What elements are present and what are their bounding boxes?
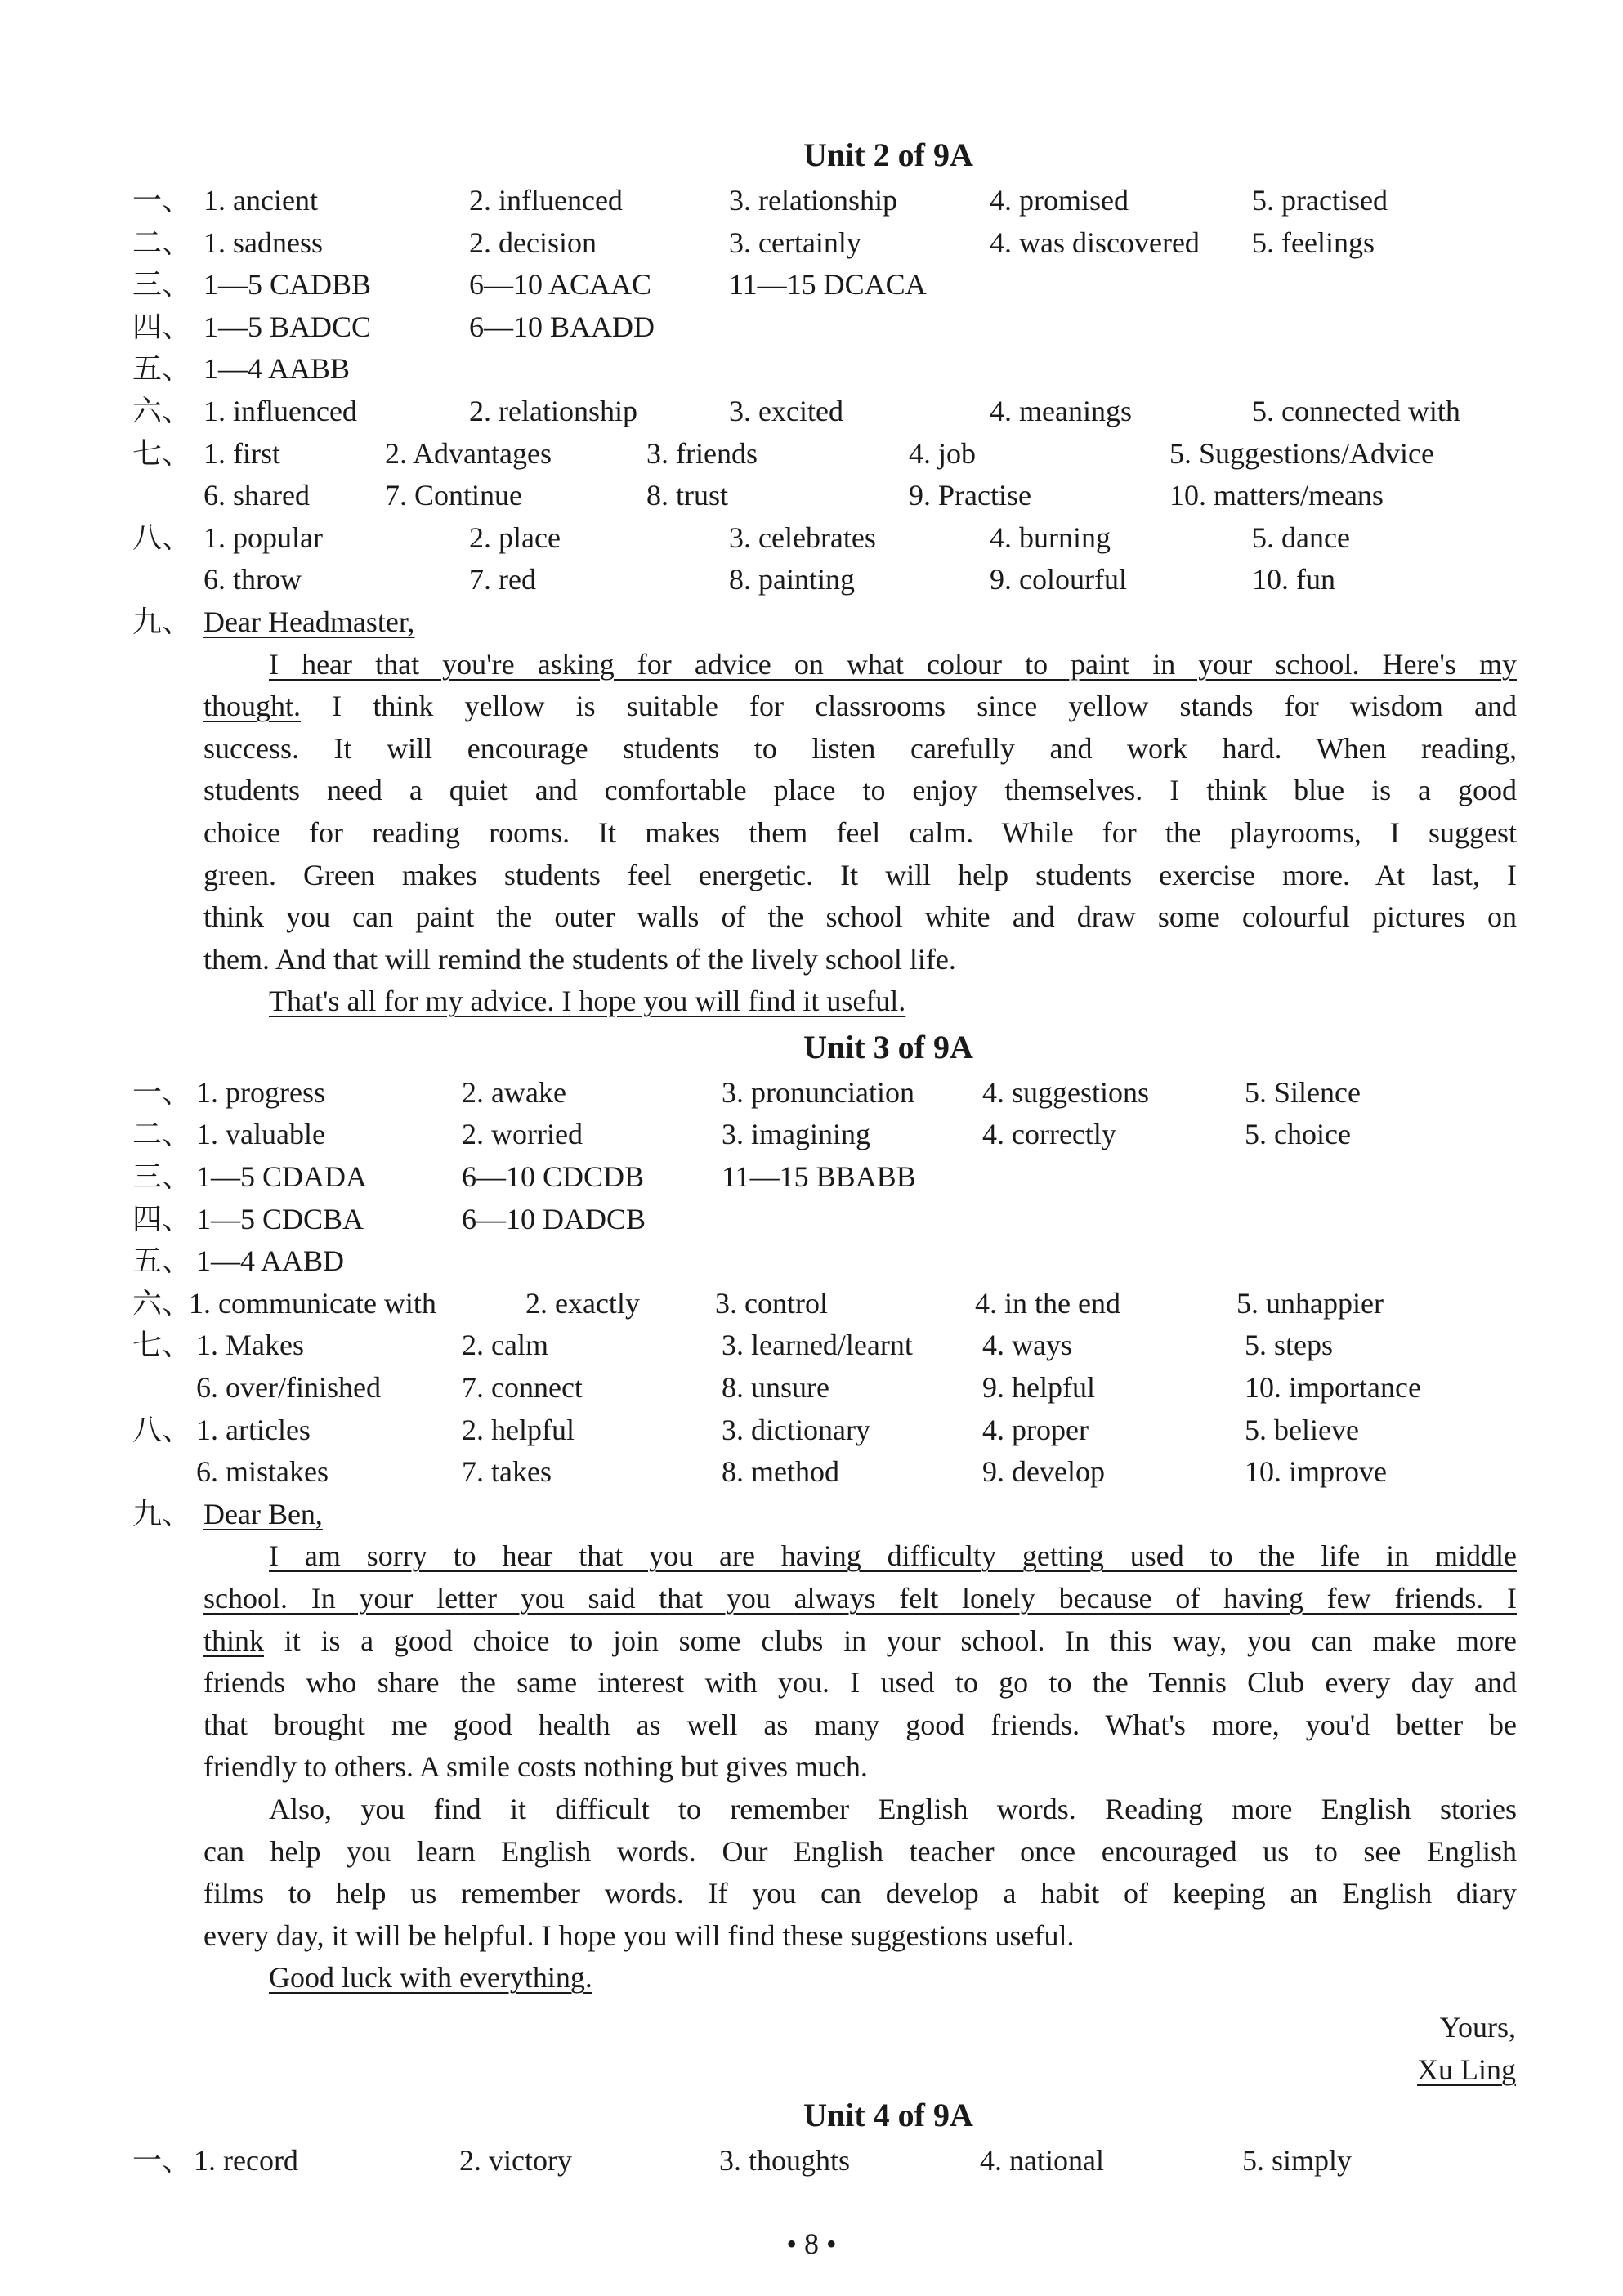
letter-line	[203, 1915, 1517, 1958]
answer-item: 4. suggestions	[982, 1075, 1150, 1109]
answer-item: 6. mistakes	[196, 1455, 329, 1489]
letter-text: Good luck with everything.	[269, 1961, 592, 1994]
letter-text: That's all for my advice. I hope you will find it useful.	[269, 985, 906, 1018]
letter-line	[203, 812, 1517, 855]
letter-text: think you can paint the outer walls of the school white and draw some colourful pictures on	[203, 900, 1517, 934]
answer-row	[132, 348, 1522, 391]
letter-text: I think yellow is suitable for classrooms since yellow stands for wisdom and	[301, 690, 1517, 723]
letter-line	[203, 1789, 1517, 1831]
question-number: 三、	[132, 1160, 192, 1194]
question-number: 七、	[132, 436, 192, 470]
answer-row	[132, 1199, 1522, 1241]
answer-item: 4. correctly	[982, 1118, 1116, 1151]
question-number: 一、	[132, 184, 192, 217]
answer-row	[132, 1324, 1522, 1367]
answer-row	[132, 517, 1522, 560]
letter-text: friends who share the same interest with you. I used to go to the Tennis Club every day and	[203, 1666, 1517, 1700]
question-number: 一、	[132, 2143, 192, 2177]
unit-section	[132, 131, 1522, 1023]
answer-item: 3. relationship	[729, 184, 897, 217]
answer-item: 2. relationship	[469, 394, 637, 427]
answer-item: 7. Continue	[385, 479, 522, 512]
answer-item: 5. connected with	[1252, 394, 1460, 427]
letter-text: school. In your letter you said that you always felt lonely because of having few friends. I	[203, 1582, 1517, 1615]
answer-item: 5. Suggestions/Advice	[1169, 436, 1434, 470]
answer-item: 2. calm	[462, 1329, 548, 1362]
answer-row	[132, 1240, 1522, 1283]
answer-item: 1. communicate with	[189, 1286, 436, 1320]
letter-line	[203, 1620, 1517, 1663]
answer-item: 1. Makes	[196, 1329, 304, 1362]
answer-item: 2. decision	[469, 226, 597, 259]
answer-item: 1. valuable	[196, 1118, 325, 1151]
letter-text: every day, it will be helpful. I hope you will find these suggestions useful.	[203, 1919, 1075, 1952]
question-number: 五、	[132, 352, 192, 386]
answer-item: 1. record	[194, 2143, 298, 2177]
question-number: 四、	[132, 310, 192, 343]
answer-item: 2. worried	[462, 1118, 583, 1151]
answer-item: 4. job	[909, 436, 977, 470]
answer-item: 6—10 ACAAC	[469, 268, 652, 302]
answer-row	[132, 222, 1522, 265]
answer-item: 5. feelings	[1252, 226, 1375, 259]
question-number: 九、	[132, 1497, 192, 1530]
letter-line	[203, 1873, 1517, 1915]
answer-row	[132, 306, 1522, 349]
answer-item: 4. in the end	[975, 1286, 1120, 1320]
answer-row	[132, 1156, 1522, 1199]
answer-item: 3. dictionary	[722, 1413, 870, 1446]
answer-item: 2. victory	[459, 2143, 572, 2177]
unit-section	[132, 1023, 1522, 2091]
letter-greeting: Dear Ben,	[203, 1497, 323, 1530]
answer-item: 3. certainly	[729, 226, 861, 259]
unit-title: Unit 3 of 9A	[803, 1028, 973, 1065]
answer-item: 1—4 AABD	[196, 1244, 345, 1278]
answer-item: 10. improve	[1245, 1455, 1387, 1489]
letter-text: thought.	[203, 690, 302, 723]
answer-row	[132, 2140, 1522, 2182]
letter-line	[203, 1704, 1517, 1747]
answer-item: 1. sadness	[203, 226, 323, 259]
answer-item: 1. popular	[203, 520, 323, 554]
letter-text: them. And that will remind the students of the lively school life.	[203, 942, 956, 976]
answer-item: 1—5 BADCC	[203, 310, 372, 343]
letter-greeting-row	[132, 1494, 1522, 1536]
answer-item: 9. colourful	[990, 563, 1127, 596]
answer-item: 5. choice	[1245, 1118, 1351, 1151]
letter-line	[203, 728, 1517, 771]
answer-item: 3. friends	[646, 436, 758, 470]
answer-item: 2. awake	[462, 1075, 566, 1109]
question-number: 八、	[132, 1413, 192, 1446]
answer-item: 8. painting	[729, 563, 855, 596]
letter-text: can help you learn English words. Our English teacher once encouraged us to see English	[203, 1834, 1517, 1868]
answer-item: 1—5 CDADA	[196, 1160, 368, 1194]
answer-item: 1. influenced	[203, 394, 357, 427]
unit-section	[132, 2091, 1522, 2182]
answer-row	[132, 1451, 1522, 1494]
answer-item: 3. excited	[729, 394, 843, 427]
answer-item: 4. burning	[990, 520, 1111, 554]
letter-line	[203, 980, 1517, 1023]
answer-item: 2. Advantages	[385, 436, 552, 470]
letter-line	[203, 939, 1517, 981]
answer-item: 3. celebrates	[729, 520, 876, 554]
answer-item: 3. pronunciation	[722, 1075, 914, 1109]
answer-item: 5. practised	[1252, 184, 1388, 217]
answer-row	[132, 433, 1522, 476]
letter-text: films to help us remember words. If you can develop a habit of keeping an English diary	[203, 1877, 1517, 1910]
question-number: 五、	[132, 1244, 192, 1278]
unit-title: Unit 4 of 9A	[803, 2096, 973, 2133]
letter-signature	[132, 2048, 1516, 2091]
answer-item: 2. place	[469, 520, 561, 554]
answer-item: 7. takes	[462, 1455, 552, 1489]
letter-text: friendly to others. A smile costs nothing but gives much.	[203, 1750, 868, 1784]
answer-row	[132, 1367, 1522, 1409]
answer-row	[132, 180, 1522, 222]
question-number: 二、	[132, 1118, 192, 1151]
answer-item: 5. steps	[1245, 1329, 1333, 1362]
question-number: 九、	[132, 605, 192, 638]
question-number: 四、	[132, 1202, 192, 1235]
answer-item: 5. simply	[1242, 2143, 1352, 2177]
question-number: 六、	[132, 1286, 192, 1320]
letter-text: Also, you find it difficult to remember English words. Reading more English stories	[269, 1792, 1517, 1825]
answer-item: 1—5 CADBB	[203, 268, 372, 302]
answer-item: 5. dance	[1252, 520, 1350, 554]
letter-greeting: Dear Headmaster,	[203, 605, 415, 638]
letter-line	[203, 1578, 1517, 1620]
letter-text: it is a good choice to join some clubs in your school. In this way, you can make more	[264, 1624, 1517, 1657]
question-number: 六、	[132, 394, 192, 427]
answer-item: 6. shared	[203, 479, 310, 512]
answer-item: 4. proper	[982, 1413, 1089, 1446]
letter-line	[203, 686, 1517, 728]
letter-text: success. It will encourage students to listen carefully and work hard. When reading,	[203, 731, 1517, 765]
letter-line	[203, 1662, 1517, 1704]
answer-key-page	[132, 131, 1522, 2182]
answer-item: 8. trust	[646, 479, 729, 512]
question-number: 八、	[132, 520, 192, 554]
answer-item: 5. unhappier	[1236, 1286, 1384, 1320]
answer-item: 9. Practise	[909, 479, 1031, 512]
answer-item: 10. fun	[1252, 563, 1335, 596]
answer-item: 1. articles	[196, 1413, 311, 1446]
letter-line	[203, 855, 1517, 897]
answer-item: 3. control	[715, 1286, 828, 1320]
letter-line	[203, 1535, 1517, 1578]
answer-item: 7. red	[469, 563, 536, 596]
answer-item: 6—10 DADCB	[462, 1202, 646, 1235]
question-number: 七、	[132, 1329, 192, 1362]
letter-closing: Yours,	[1439, 2010, 1516, 2044]
letter-line	[203, 1746, 1517, 1789]
answer-row	[132, 1409, 1522, 1452]
question-number: 三、	[132, 268, 192, 302]
answer-row	[132, 559, 1522, 601]
page-number: • 8 •	[786, 2227, 837, 2260]
answer-item: 1—4 AABB	[203, 352, 351, 386]
letter-text: I am sorry to hear that you are having difficulty getting used to the life in middle	[269, 1539, 1517, 1573]
answer-item: 8. unsure	[722, 1371, 829, 1405]
answer-item: 1—5 CDCBA	[196, 1202, 364, 1235]
answer-row	[132, 391, 1522, 433]
answer-item: 1. progress	[196, 1075, 325, 1109]
answer-item: 6—10 CDCDB	[462, 1160, 645, 1194]
answer-item: 1. first	[203, 436, 280, 470]
answer-item: 4. ways	[982, 1329, 1072, 1362]
answer-row	[132, 1072, 1522, 1114]
letter-text: green. Green makes students feel energetic. It will help students exercise more. At last, I	[203, 858, 1517, 891]
answer-item: 9. helpful	[982, 1371, 1095, 1405]
answer-item: 2. helpful	[462, 1413, 575, 1446]
letter-line	[203, 770, 1517, 812]
answer-item: 6—10 BAADD	[469, 310, 655, 343]
letter-line	[203, 1831, 1517, 1874]
answer-item: 2. exactly	[525, 1286, 640, 1320]
answer-item: 4. promised	[990, 184, 1129, 217]
letter-text: students need a quiet and comfortable place to enjoy themselves. I think blue is a good	[203, 774, 1517, 807]
answer-item: 6. throw	[203, 563, 302, 596]
answer-item: 2. influenced	[469, 184, 623, 217]
answer-row	[132, 475, 1522, 517]
answer-row	[132, 264, 1522, 306]
answer-row	[132, 1283, 1522, 1325]
letter-text: choice for reading rooms. It makes them feel calm. While for the playrooms, I suggest	[203, 815, 1517, 849]
answer-item: 11—15 DCACA	[729, 268, 927, 302]
answer-item: 1. ancient	[203, 184, 318, 217]
letter-greeting-row	[132, 601, 1522, 644]
answer-item: 4. meanings	[990, 394, 1132, 427]
letter-line	[203, 896, 1517, 939]
unit-title: Unit 2 of 9A	[803, 136, 973, 173]
letter-text: think	[203, 1624, 265, 1657]
answer-item: 10. importance	[1245, 1371, 1421, 1405]
answer-item: 5. believe	[1245, 1413, 1359, 1446]
answer-item: 7. connect	[462, 1371, 583, 1405]
letter-text: I hear that you're asking for advice on what colour to paint in your school. Here's my	[269, 647, 1517, 681]
letter-line	[203, 644, 1517, 686]
answer-item: 9. develop	[982, 1455, 1105, 1489]
answer-item: 4. was discovered	[990, 226, 1200, 259]
answer-item: 10. matters/means	[1169, 479, 1384, 512]
answer-item: 6. over/finished	[196, 1371, 381, 1405]
answer-item: 3. learned/learnt	[722, 1329, 913, 1362]
question-number: 一、	[132, 1075, 192, 1109]
answer-item: 4. national	[980, 2143, 1104, 2177]
answer-item: 3. imagining	[722, 1118, 870, 1151]
signature-text: Xu Ling	[1417, 2053, 1516, 2086]
answer-item: 3. thoughts	[719, 2143, 851, 2177]
spacer	[132, 1999, 1522, 2006]
answer-item: 8. method	[722, 1455, 839, 1489]
letter-text: that brought me good health as well as many good friends. What's more, you'd better be	[203, 1708, 1517, 1741]
answer-item: 11—15 BBABB	[722, 1160, 916, 1194]
question-number: 二、	[132, 226, 192, 259]
letter-line	[203, 1957, 1517, 1999]
answer-row	[132, 1114, 1522, 1156]
answer-item: 5. Silence	[1245, 1075, 1361, 1109]
